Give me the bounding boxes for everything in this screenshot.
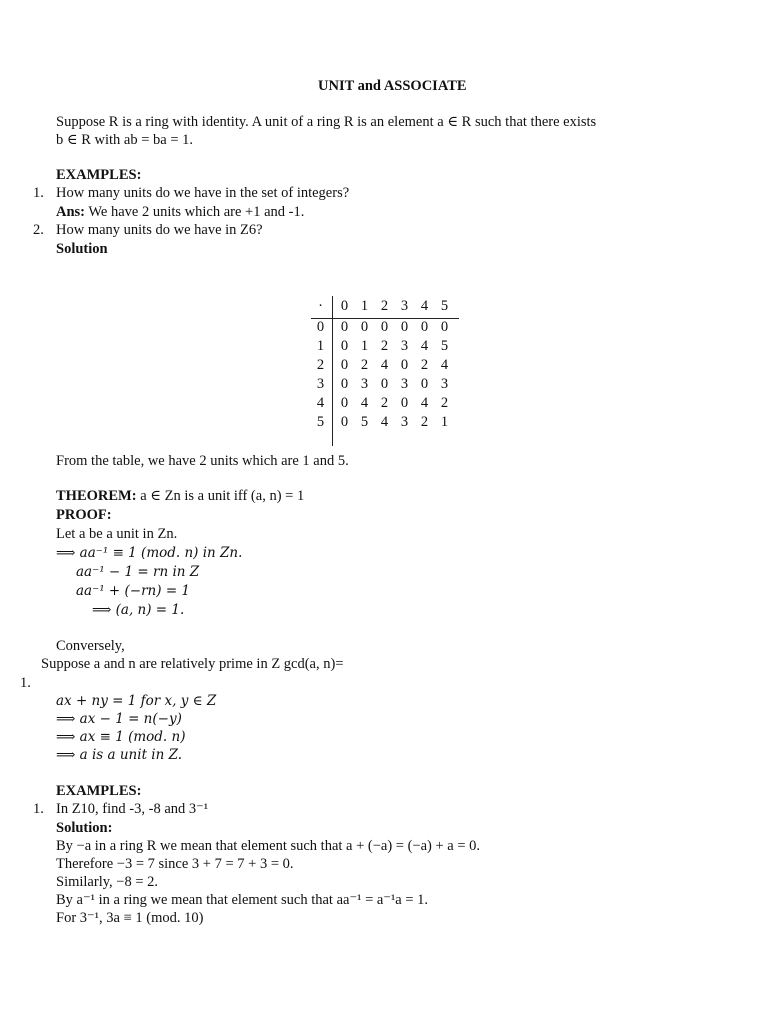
table-cell: 0 (340, 357, 349, 373)
table-cell: 0 (340, 338, 349, 354)
solution-line-3: Similarly, −8 = 2. (56, 874, 159, 890)
table-cell: 0 (316, 319, 325, 335)
table-cell: 4 (440, 357, 449, 373)
example-3-number: 1. (33, 801, 44, 817)
examples-heading-1: EXAMPLES: (56, 167, 142, 183)
solution-label-2: Solution: (56, 820, 113, 836)
proof-label: PROOF: (56, 507, 112, 523)
table-cell: 3 (360, 376, 369, 392)
converse-line-2: ⟹ ax − 1 = n(−y) (56, 711, 182, 727)
table-cell: 0 (380, 376, 389, 392)
proof-line-4: aa⁻¹ + (−rn) = 1 (76, 583, 191, 599)
table-cell: 3 (400, 338, 409, 354)
example-3-task: In Z10, find -3, -8 and 3⁻¹ (56, 801, 209, 817)
table-cell: 0 (340, 414, 349, 430)
table-cell: 3 (316, 376, 325, 392)
table-cell: 3 (400, 376, 409, 392)
converse-line-3: ⟹ ax ≡ 1 (mod. n) (56, 729, 186, 745)
solution-line-2: Therefore −3 = 7 since 3 + 7 = 7 + 3 = 0. (56, 856, 294, 872)
table-horizontal-rule (311, 318, 459, 319)
example-1-question: How many units do we have in the set of integers? (56, 185, 350, 201)
table-cell: 1 (316, 338, 325, 354)
table-cell: 0 (400, 395, 409, 411)
table-cell: 0 (340, 319, 349, 335)
proof-line-5: ⟹ (a, n) = 1. (92, 602, 185, 618)
table-cell: 2 (360, 357, 369, 373)
table-cell: 2 (316, 357, 325, 373)
table-header-cell: 2 (380, 298, 389, 314)
answer-label: Ans: (56, 204, 86, 220)
table-cell: 2 (420, 357, 429, 373)
table-cell: 2 (440, 395, 449, 411)
table-cell: 4 (380, 357, 389, 373)
converse-line-4: ⟹ a is a unit in Z. (56, 747, 183, 763)
example-1-number: 1. (33, 185, 44, 201)
table-cell: 2 (380, 338, 389, 354)
intro-line-2: b ∈ R with ab = ba = 1. (56, 132, 194, 148)
table-cell: 3 (400, 414, 409, 430)
page-title: UNIT and ASSOCIATE (318, 78, 467, 94)
table-cell: 4 (420, 338, 429, 354)
table-cell: 2 (420, 414, 429, 430)
table-conclusion: From the table, we have 2 units which are 1 and 5. (56, 453, 349, 469)
table-cell: 0 (420, 319, 429, 335)
table-cell: 0 (400, 357, 409, 373)
converse-line-1: ax + ny = 1 for x, y ∈ Z (56, 693, 217, 709)
table-cell: 0 (400, 319, 409, 335)
table-cell: 0 (380, 319, 389, 335)
examples-heading-2: EXAMPLES: (56, 783, 142, 799)
table-header-cell: 3 (400, 298, 409, 314)
intro-line-1: Suppose R is a ring with identity. A unit of a ring R is an element a ∈ R such that there exists (56, 114, 597, 130)
table-cell: 5 (316, 414, 325, 430)
table-cell: 1 (440, 414, 449, 430)
suppose-line: Suppose a and n are relatively prime in Z gcd(a, n)= (41, 656, 344, 672)
solution-line-5: For 3⁻¹, 3a ≡ 1 (mod. 10) (56, 910, 204, 926)
table-cell: 4 (380, 414, 389, 430)
solution-line-1: By −a in a ring R we mean that element such that a + (−a) = (−a) + a = 0. (56, 838, 481, 854)
example-2-number: 2. (33, 222, 44, 238)
table-cell: 0 (340, 376, 349, 392)
table-header-cell: 5 (440, 298, 449, 314)
proof-line-2: ⟹ aa⁻¹ ≡ 1 (mod. n) in Zn. (56, 545, 243, 561)
table-header-cell: · (318, 298, 323, 314)
proof-line-3: aa⁻¹ − 1 = rn in Z (76, 564, 200, 580)
table-header-cell: 4 (420, 298, 429, 314)
theorem-statement (56, 487, 304, 505)
table-header-cell: 1 (360, 298, 369, 314)
table-cell: 3 (440, 376, 449, 392)
theorem-label: THEOREM: (56, 488, 137, 504)
table-cell: 0 (420, 376, 429, 392)
answer-text: We have 2 units which are +1 and -1. (85, 204, 305, 220)
theorem-text: a ∈ Zn is a unit iff (a, n) = 1 (136, 488, 305, 504)
table-cell: 1 (360, 338, 369, 354)
table-cell: 2 (380, 395, 389, 411)
table-cell: 5 (360, 414, 369, 430)
proof-line-1: Let a be a unit in Zn. (56, 526, 178, 542)
suppose-continuation: 1. (20, 675, 31, 691)
table-cell: 0 (440, 319, 449, 335)
table-cell: 5 (440, 338, 449, 354)
table-cell: 0 (340, 395, 349, 411)
table-cell: 4 (316, 395, 325, 411)
solution-label: Solution (56, 241, 108, 257)
table-cell: 4 (420, 395, 429, 411)
table-cell: 4 (360, 395, 369, 411)
solution-line-4: By a⁻¹ in a ring we mean that element such that aa⁻¹ = a⁻¹a = 1. (56, 892, 429, 908)
example-1-answer (56, 203, 304, 221)
conversely-label: Conversely, (56, 638, 125, 654)
table-cell: 0 (360, 319, 369, 335)
table-header-cell: 0 (340, 298, 349, 314)
example-2-question: How many units do we have in Z6? (56, 222, 263, 238)
